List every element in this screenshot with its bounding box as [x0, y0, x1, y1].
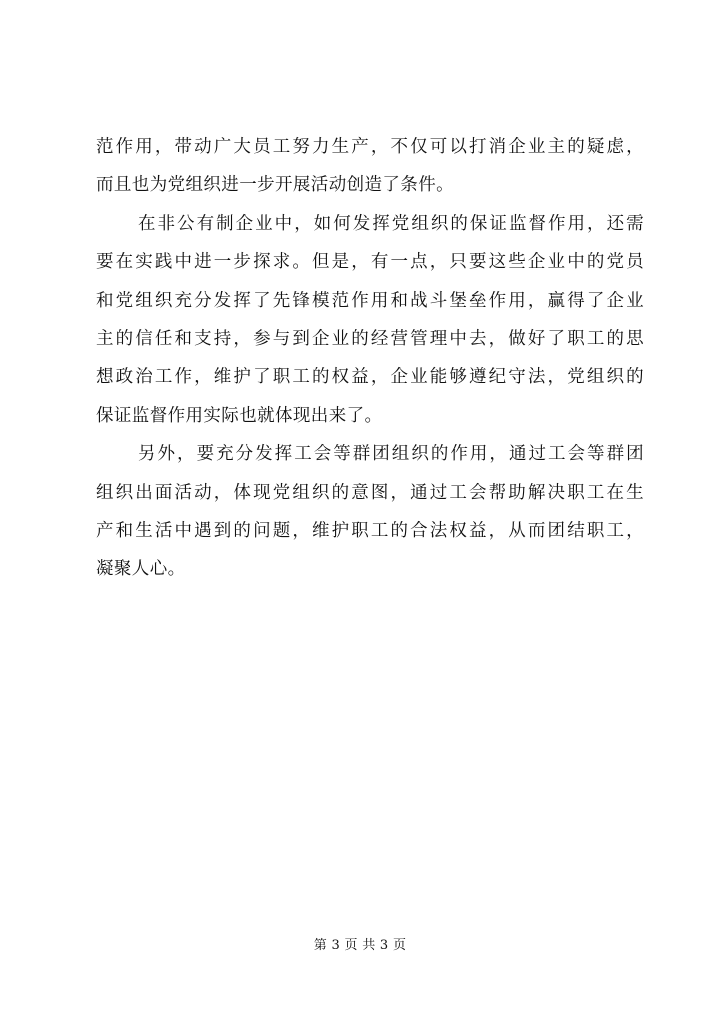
- paragraph-1-line-2: 而且也为党组织进一步开展活动创造了条件。: [96, 175, 454, 196]
- paragraph-2-line-2: 要在实践中进一步探求。但是，有一点，只要这些企业中的党员: [96, 252, 644, 273]
- paragraph-3-line-4: 凝聚人心。: [96, 559, 186, 580]
- paragraph-3-line-3: 产和生活中遇到的问题，维护职工的合法权益，从而团结职工，: [96, 520, 644, 541]
- paragraph-2-line-3: 和党组织充分发挥了先锋模范作用和战斗堡垒作用，赢得了企业: [96, 290, 644, 311]
- paragraph-2-line-5: 想政治工作，维护了职工的权益，企业能够遵纪守法，党组织的: [96, 367, 644, 388]
- document-body: [96, 128, 644, 589]
- page-number-footer: 第 3 页 共 3 页: [313, 938, 407, 953]
- paragraph-3-line-2: 组织出面活动，体现党组织的意图，通过工会帮助解决职工在生: [96, 482, 644, 503]
- paragraph-2-line-1: 在非公有制企业中，如何发挥党组织的保证监督作用，还需: [138, 213, 644, 234]
- paragraph-2-line-4: 主的信任和支持，参与到企业的经营管理中去，做好了职工的思: [96, 328, 644, 349]
- paragraph-3-line-1: 另外，要充分发挥工会等群团组织的作用，通过工会等群团: [138, 444, 644, 465]
- paragraph-2-line-6: 保证监督作用实际也就体现出来了。: [96, 405, 383, 426]
- paragraph-1-line-1: 范作用，带动广大员工努力生产，不仅可以打消企业主的疑虑，: [96, 137, 644, 157]
